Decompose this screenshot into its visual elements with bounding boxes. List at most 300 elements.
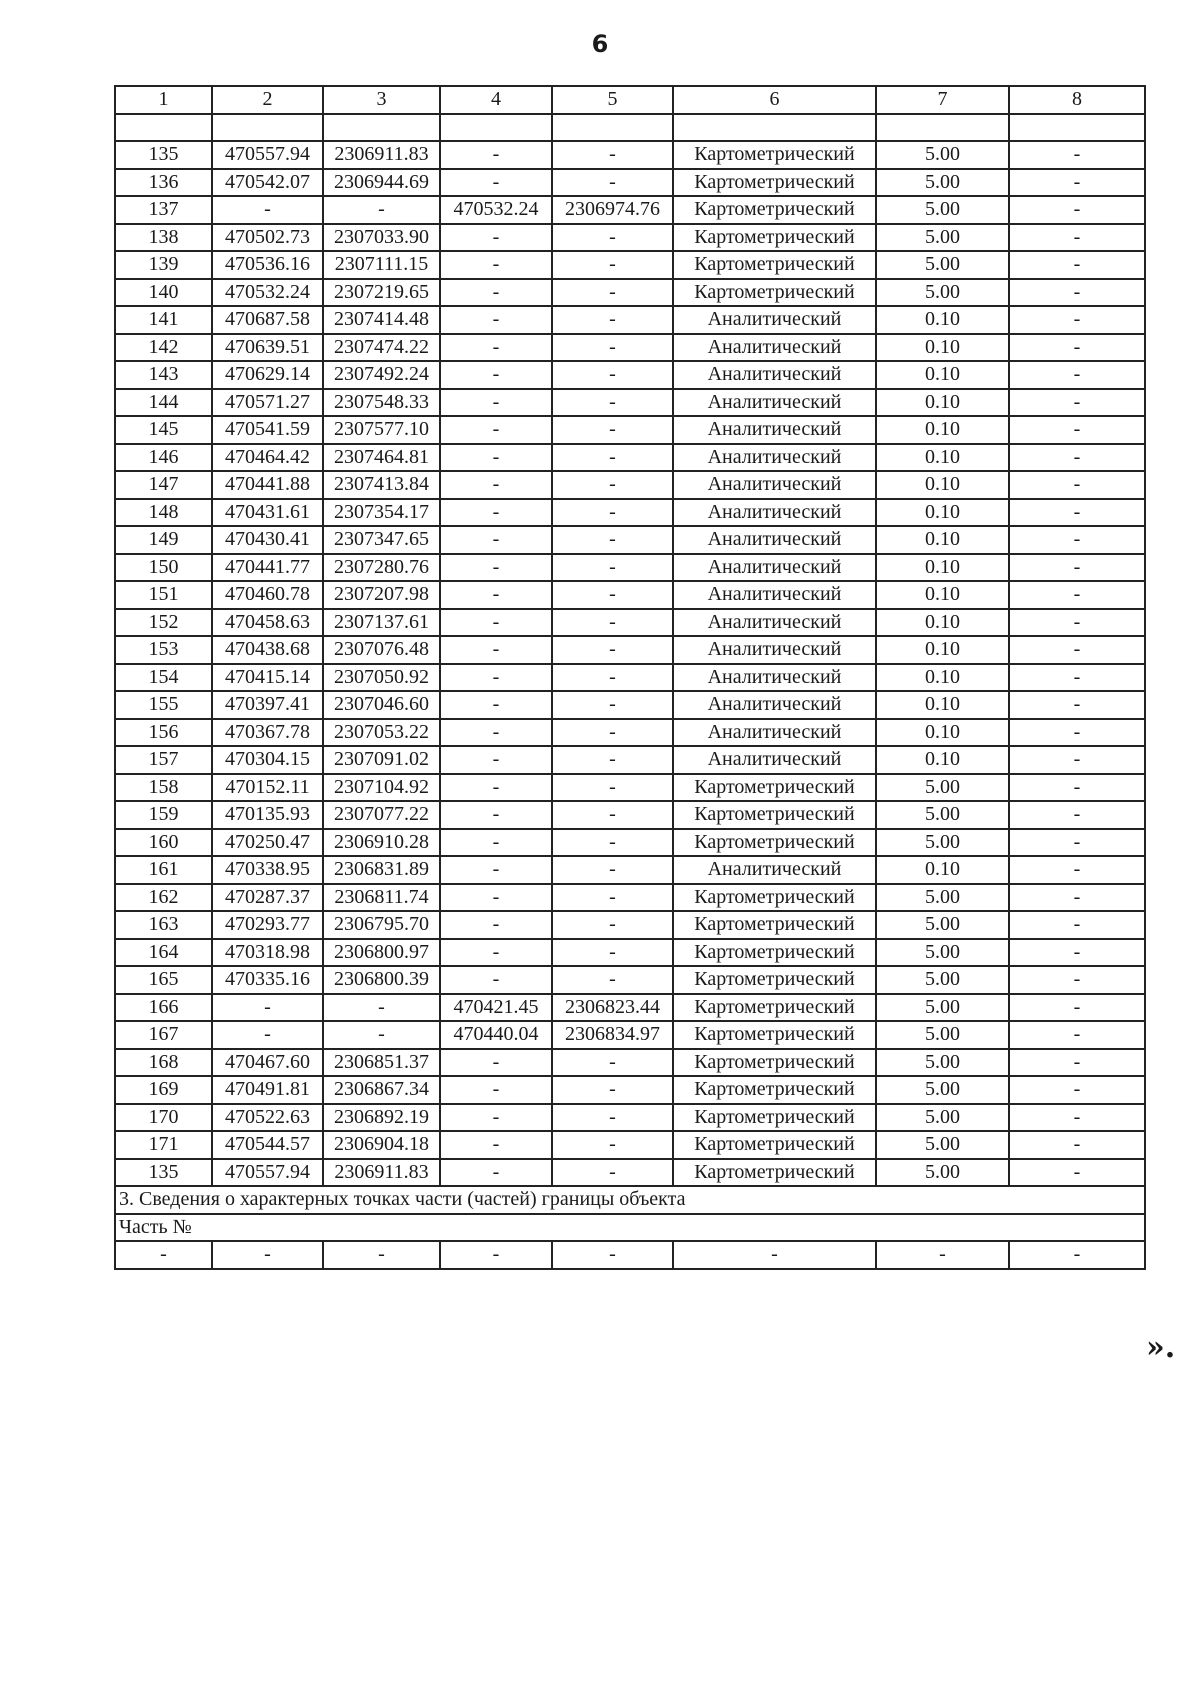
table-cell: - [115, 1241, 212, 1269]
table-cell: 151 [115, 581, 212, 609]
table-row [115, 939, 1145, 967]
table-cell: 0.10 [876, 416, 1009, 444]
table-cell: 2307474.22 [323, 334, 440, 362]
table-cell: 2307111.15 [323, 251, 440, 279]
table-cell: - [1009, 609, 1145, 637]
table-cell: Картометрический [673, 1104, 876, 1132]
table-cell: 470431.61 [212, 499, 323, 527]
table-cell: 147 [115, 471, 212, 499]
table-cell: 157 [115, 746, 212, 774]
table-cell: - [440, 279, 552, 307]
table-cell: 2306911.83 [323, 1159, 440, 1187]
table-cell: 0.10 [876, 334, 1009, 362]
table-cell: - [552, 554, 673, 582]
table-cell: 2306867.34 [323, 1076, 440, 1104]
table-cell: Аналитический [673, 691, 876, 719]
table-cell: 2307077.22 [323, 801, 440, 829]
table-cell: - [552, 169, 673, 197]
table-cell: 2307137.61 [323, 609, 440, 637]
table-cell: 166 [115, 994, 212, 1022]
table-cell: 5.00 [876, 1159, 1009, 1187]
table-cell: 161 [115, 856, 212, 884]
table-row [115, 196, 1145, 224]
table-cell: - [1009, 664, 1145, 692]
table-cell: 470440.04 [440, 1021, 552, 1049]
table-cell: Аналитический [673, 609, 876, 637]
table-cell: - [440, 939, 552, 967]
table-cell: - [552, 1131, 673, 1159]
table-cell: 5.00 [876, 1021, 1009, 1049]
table-cell: 0.10 [876, 471, 1009, 499]
table-cell: - [552, 911, 673, 939]
table-cell: Картометрический [673, 251, 876, 279]
empty-cell [552, 114, 673, 142]
table-row [115, 1104, 1145, 1132]
table-cell: 163 [115, 911, 212, 939]
table-cell: - [323, 1241, 440, 1269]
table-cell: 152 [115, 609, 212, 637]
table-cell: 2306944.69 [323, 169, 440, 197]
table-cell: 2307033.90 [323, 224, 440, 252]
table-cell: Аналитический [673, 554, 876, 582]
table-cell: 470250.47 [212, 829, 323, 857]
table-cell: - [440, 141, 552, 169]
table-row [115, 994, 1145, 1022]
table-cell: Картометрический [673, 829, 876, 857]
table-cell: 5 [552, 86, 673, 114]
column-number-row [115, 86, 1145, 114]
table-row [115, 581, 1145, 609]
table-cell: 2306892.19 [323, 1104, 440, 1132]
table-cell: 5.00 [876, 994, 1009, 1022]
table-cell: 2306800.97 [323, 939, 440, 967]
table-cell: - [323, 196, 440, 224]
table-cell: 139 [115, 251, 212, 279]
table-cell: 169 [115, 1076, 212, 1104]
table-cell: - [876, 1241, 1009, 1269]
table-cell: 470522.63 [212, 1104, 323, 1132]
table-cell: 470541.59 [212, 416, 323, 444]
table-cell: - [552, 1159, 673, 1187]
table-cell: - [1009, 306, 1145, 334]
table-row [115, 224, 1145, 252]
table-cell: 470571.27 [212, 389, 323, 417]
table-cell: Аналитический [673, 306, 876, 334]
table-cell: - [552, 1104, 673, 1132]
table-cell: - [440, 1049, 552, 1077]
table-cell: - [1009, 499, 1145, 527]
table-cell: - [1009, 196, 1145, 224]
table-cell: - [440, 526, 552, 554]
table-cell: - [552, 719, 673, 747]
table-cell: - [1009, 719, 1145, 747]
table-cell: 5.00 [876, 196, 1009, 224]
part-row [115, 1241, 1145, 1269]
table-cell: - [552, 801, 673, 829]
table-cell: - [552, 1049, 673, 1077]
table-cell: 470415.14 [212, 664, 323, 692]
table-cell: - [212, 1241, 323, 1269]
table-cell: Аналитический [673, 471, 876, 499]
table-cell: - [1009, 884, 1145, 912]
table-row [115, 966, 1145, 994]
table-cell: 0.10 [876, 444, 1009, 472]
table-cell: 470430.41 [212, 526, 323, 554]
table-cell: 5.00 [876, 279, 1009, 307]
table-cell: - [552, 361, 673, 389]
table-cell: Картометрический [673, 169, 876, 197]
table-cell: 146 [115, 444, 212, 472]
table-cell: Картометрический [673, 801, 876, 829]
table-cell: Аналитический [673, 526, 876, 554]
table-cell: 470639.51 [212, 334, 323, 362]
table-cell: - [440, 1131, 552, 1159]
table-cell: - [440, 169, 552, 197]
table-cell: 470629.14 [212, 361, 323, 389]
table-cell: - [1009, 966, 1145, 994]
table-cell: Картометрический [673, 224, 876, 252]
table-row [115, 444, 1145, 472]
table-row [115, 719, 1145, 747]
table-cell: 149 [115, 526, 212, 554]
table-cell: 136 [115, 169, 212, 197]
table-cell: - [552, 251, 673, 279]
table-cell: 2307577.10 [323, 416, 440, 444]
table-row [115, 609, 1145, 637]
table-cell: - [552, 1076, 673, 1104]
table-body [115, 86, 1145, 1269]
table-cell: 2306823.44 [552, 994, 673, 1022]
table-cell: 0.10 [876, 526, 1009, 554]
table-cell: 5.00 [876, 966, 1009, 994]
table-cell: 0.10 [876, 361, 1009, 389]
table-cell: Картометрический [673, 966, 876, 994]
table-cell: 153 [115, 636, 212, 664]
table-row [115, 746, 1145, 774]
table-cell: - [1009, 526, 1145, 554]
table-cell: 2306851.37 [323, 1049, 440, 1077]
table-row [115, 1021, 1145, 1049]
table-cell: - [552, 526, 673, 554]
table-cell: 2306811.74 [323, 884, 440, 912]
table-cell: Аналитический [673, 636, 876, 664]
table-cell: 5.00 [876, 224, 1009, 252]
blank-row [115, 114, 1145, 142]
table-row [115, 526, 1145, 554]
table-cell: 2307207.98 [323, 581, 440, 609]
table-cell: 2306911.83 [323, 141, 440, 169]
table-cell: - [673, 1241, 876, 1269]
table-cell: 0.10 [876, 664, 1009, 692]
table-cell: 470135.93 [212, 801, 323, 829]
table-cell: - [1009, 911, 1145, 939]
table-cell: 470532.24 [440, 196, 552, 224]
table-cell: - [440, 554, 552, 582]
table-cell: - [440, 774, 552, 802]
table-cell: 159 [115, 801, 212, 829]
table-cell: 2307076.48 [323, 636, 440, 664]
table-cell: - [552, 471, 673, 499]
table-cell: 0.10 [876, 691, 1009, 719]
table-cell: - [1009, 471, 1145, 499]
table-row [115, 389, 1145, 417]
closing-quote-mark: ». [1146, 1330, 1176, 1365]
table-cell: 470467.60 [212, 1049, 323, 1077]
table-cell: - [440, 609, 552, 637]
table-cell: 2307354.17 [323, 499, 440, 527]
table-row [115, 141, 1145, 169]
table-cell: - [1009, 774, 1145, 802]
table-cell: 5.00 [876, 911, 1009, 939]
table-cell: Аналитический [673, 856, 876, 884]
table-cell: Аналитический [673, 719, 876, 747]
table-cell: - [1009, 251, 1145, 279]
table-cell: 5.00 [876, 1076, 1009, 1104]
table-cell: 2307280.76 [323, 554, 440, 582]
table-cell: 0.10 [876, 746, 1009, 774]
table-cell: 2307091.02 [323, 746, 440, 774]
table-cell: - [1009, 746, 1145, 774]
table-row [115, 499, 1145, 527]
table-cell: Аналитический [673, 664, 876, 692]
table-cell: - [440, 389, 552, 417]
table-cell: 2307464.81 [323, 444, 440, 472]
table-cell: 470464.42 [212, 444, 323, 472]
table-cell: 2 [212, 86, 323, 114]
table-cell: - [440, 691, 552, 719]
table-cell: - [552, 774, 673, 802]
table-row [115, 884, 1145, 912]
table-cell: - [1009, 361, 1145, 389]
table-cell: - [440, 911, 552, 939]
table-cell: - [323, 1021, 440, 1049]
table-row [115, 416, 1145, 444]
table-cell: 0.10 [876, 581, 1009, 609]
table-cell: - [1009, 691, 1145, 719]
table-cell: Аналитический [673, 581, 876, 609]
table-cell: - [552, 306, 673, 334]
table-cell: Аналитический [673, 746, 876, 774]
table-cell: - [440, 499, 552, 527]
table-cell: - [212, 196, 323, 224]
table-cell: 2306910.28 [323, 829, 440, 857]
table-cell: - [1009, 141, 1145, 169]
table-cell: - [552, 746, 673, 774]
table-cell: - [440, 801, 552, 829]
table-cell: 156 [115, 719, 212, 747]
table-cell: - [440, 884, 552, 912]
table-cell: - [552, 664, 673, 692]
table-cell: Картометрический [673, 911, 876, 939]
table-row [115, 856, 1145, 884]
table-cell: 167 [115, 1021, 212, 1049]
page-number: 6 [591, 30, 609, 58]
empty-cell [1009, 114, 1145, 142]
table-cell: 170 [115, 1104, 212, 1132]
table-cell: - [1009, 169, 1145, 197]
table-cell: 470532.24 [212, 279, 323, 307]
table-cell: 470421.45 [440, 994, 552, 1022]
table-cell: 470287.37 [212, 884, 323, 912]
table-cell: - [440, 636, 552, 664]
empty-cell [212, 114, 323, 142]
table-cell: 137 [115, 196, 212, 224]
table-cell: 0.10 [876, 554, 1009, 582]
table-cell: 470460.78 [212, 581, 323, 609]
empty-cell [876, 114, 1009, 142]
table-row [115, 1076, 1145, 1104]
table-cell: - [552, 1241, 673, 1269]
table-cell: 5.00 [876, 141, 1009, 169]
table-cell: - [1009, 444, 1145, 472]
table-cell: 470544.57 [212, 1131, 323, 1159]
table-cell: 143 [115, 361, 212, 389]
table-cell: 470491.81 [212, 1076, 323, 1104]
table-cell: 470152.11 [212, 774, 323, 802]
table-cell: 2307347.65 [323, 526, 440, 554]
table-cell: 470397.41 [212, 691, 323, 719]
table-cell: - [1009, 1104, 1145, 1132]
table-cell: 6 [673, 86, 876, 114]
table-cell: 2306831.89 [323, 856, 440, 884]
table-row [115, 1159, 1145, 1187]
table-cell: - [552, 389, 673, 417]
table-cell: 2306800.39 [323, 966, 440, 994]
table-cell: - [440, 361, 552, 389]
table-cell: Картометрический [673, 994, 876, 1022]
table-cell: - [212, 1021, 323, 1049]
table-cell: 5.00 [876, 884, 1009, 912]
table-cell: - [440, 581, 552, 609]
table-cell: - [1009, 829, 1145, 857]
table-cell: 5.00 [876, 939, 1009, 967]
table-cell: Картометрический [673, 1159, 876, 1187]
table-cell: - [440, 829, 552, 857]
table-cell: Аналитический [673, 416, 876, 444]
table-cell: 0.10 [876, 719, 1009, 747]
table-cell: 7 [876, 86, 1009, 114]
table-cell: 2307413.84 [323, 471, 440, 499]
table-cell: - [1009, 224, 1145, 252]
table-row [115, 636, 1145, 664]
table-cell: - [1009, 1076, 1145, 1104]
table-cell: - [440, 966, 552, 994]
table-cell: 1 [115, 86, 212, 114]
table-cell: 138 [115, 224, 212, 252]
table-cell: 5.00 [876, 1131, 1009, 1159]
table-cell: - [1009, 1131, 1145, 1159]
table-row [115, 774, 1145, 802]
table-cell: 2307548.33 [323, 389, 440, 417]
table-cell: - [1009, 416, 1145, 444]
table-cell: Аналитический [673, 389, 876, 417]
table-cell: Картометрический [673, 1021, 876, 1049]
table-cell: - [440, 1159, 552, 1187]
part-label-row [115, 1214, 1145, 1242]
table-cell: 470338.95 [212, 856, 323, 884]
empty-cell [115, 114, 212, 142]
table-cell: 470441.88 [212, 471, 323, 499]
table-row [115, 334, 1145, 362]
table-cell: Аналитический [673, 499, 876, 527]
table-row [115, 306, 1145, 334]
table-cell: - [323, 994, 440, 1022]
table-cell: Картометрический [673, 939, 876, 967]
table-cell: - [1009, 1021, 1145, 1049]
table-cell: 470458.63 [212, 609, 323, 637]
table-cell: 164 [115, 939, 212, 967]
table-cell: 2307046.60 [323, 691, 440, 719]
table-cell: 4 [440, 86, 552, 114]
table-cell: 3 [323, 86, 440, 114]
table-cell: 470335.16 [212, 966, 323, 994]
table-cell: - [552, 829, 673, 857]
table-cell: - [552, 279, 673, 307]
table-cell: - [440, 471, 552, 499]
table-cell: - [552, 141, 673, 169]
table-cell: - [552, 636, 673, 664]
table-cell: 162 [115, 884, 212, 912]
table-cell: - [440, 746, 552, 774]
table-cell: - [552, 499, 673, 527]
table-cell: 5.00 [876, 169, 1009, 197]
section-3-row [115, 1186, 1145, 1214]
table-cell: - [440, 1076, 552, 1104]
table-cell: - [552, 856, 673, 884]
table-row [115, 1049, 1145, 1077]
table-cell: 5.00 [876, 251, 1009, 279]
table-cell: 470367.78 [212, 719, 323, 747]
table-cell: - [1009, 994, 1145, 1022]
table-cell: - [1009, 1241, 1145, 1269]
table-cell: - [1009, 939, 1145, 967]
table-cell: 2306974.76 [552, 196, 673, 224]
table-cell: 171 [115, 1131, 212, 1159]
table-cell: - [552, 224, 673, 252]
table-cell: - [440, 251, 552, 279]
table-row [115, 829, 1145, 857]
table-cell: 168 [115, 1049, 212, 1077]
table-cell: - [552, 691, 673, 719]
empty-cell [440, 114, 552, 142]
table-cell: Картометрический [673, 1076, 876, 1104]
table-cell: 5.00 [876, 1049, 1009, 1077]
table-cell: - [552, 966, 673, 994]
table-cell: - [1009, 801, 1145, 829]
table-cell: Аналитический [673, 361, 876, 389]
table-cell: 150 [115, 554, 212, 582]
table-cell: 141 [115, 306, 212, 334]
table-cell: - [552, 416, 673, 444]
table-row [115, 169, 1145, 197]
table-cell: - [1009, 334, 1145, 362]
table-cell: - [440, 306, 552, 334]
table-cell: 470293.77 [212, 911, 323, 939]
table-cell: 144 [115, 389, 212, 417]
table-cell: 470557.94 [212, 1159, 323, 1187]
table-cell: 2306795.70 [323, 911, 440, 939]
table-row [115, 664, 1145, 692]
table-cell: 2307492.24 [323, 361, 440, 389]
table-cell: - [1009, 389, 1145, 417]
table-cell: 2306904.18 [323, 1131, 440, 1159]
table-cell: 470318.98 [212, 939, 323, 967]
table-cell: 165 [115, 966, 212, 994]
table-cell: 2307053.22 [323, 719, 440, 747]
table-cell: 5.00 [876, 829, 1009, 857]
part-number-label: Часть № [115, 1214, 1145, 1242]
table-cell: 470304.15 [212, 746, 323, 774]
